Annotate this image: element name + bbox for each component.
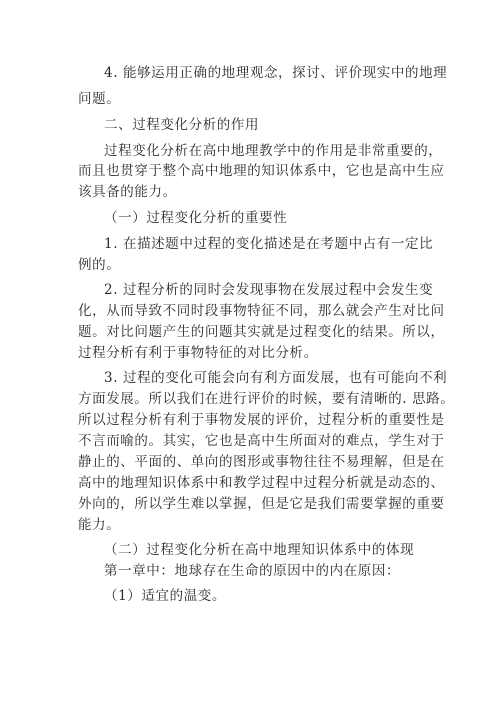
text-line: 静止的、平面的、单向的图形或事物往往不易理解，但是在 (78, 454, 445, 470)
text-line: 第一章中：地球存在生命的原因中的内在原因： (104, 563, 401, 579)
text-line: 4. 能够运用正确的地理观念，探讨、评价现实中的地理 (104, 65, 448, 81)
text-line: 该具备的能力。 (78, 184, 177, 200)
text-line: 外向的，所以学生难以掌握，但是它是我们需要掌握的重要 (78, 496, 445, 512)
text-line: 方面发展。所以我们在进行评价的时候，要有清晰的. 思路。 (78, 391, 455, 407)
text-line: 高中的地理知识体系中和教学过程中过程分析就是动态的、 (78, 475, 445, 491)
section-heading: 二、过程变化分析的作用 (104, 117, 260, 133)
text-line: 题。对比问题产生的问题其实就是过程变化的结果。所以， (78, 324, 445, 340)
text-line: 例的。 (78, 257, 121, 273)
text-line: 1. 在描述题中过程的变化描述是在考题中占有一定比 (104, 236, 434, 252)
subsection-heading: （二）过程变化分析在高中地理知识体系中的体现 (104, 542, 415, 558)
text-line: 能力。 (78, 517, 121, 533)
text-line: 3. 过程的变化可能会向有利方面发展，也有可能向不利 (104, 370, 448, 386)
text-line: 过程变化分析在高中地理教学中的作用是非常重要的， (104, 143, 443, 159)
subsection-heading: （一）过程变化分析的重要性 (104, 210, 288, 226)
text-line: 不言而喻的。其实，它也是高中生所面对的难点，学生对于 (78, 433, 445, 449)
text-line: 2. 过程分析的同时会发现事物在发展过程中会发生变 (104, 282, 434, 298)
text-line: 过程分析有利于事物特征的对比分析。 (78, 345, 318, 361)
text-line: 而且也贯穿于整个高中地理的知识体系中，它也是高中生应 (78, 163, 445, 179)
text-line: （1）适宜的温变。 (104, 588, 226, 604)
text-line: 所以过程分析有利于事物发展的评价，过程分析的重要性是 (78, 412, 445, 428)
text-line: 化，从而导致不同时段事物特征不同，那么就会产生对比问 (78, 303, 445, 319)
text-line: 问题。 (78, 91, 121, 107)
